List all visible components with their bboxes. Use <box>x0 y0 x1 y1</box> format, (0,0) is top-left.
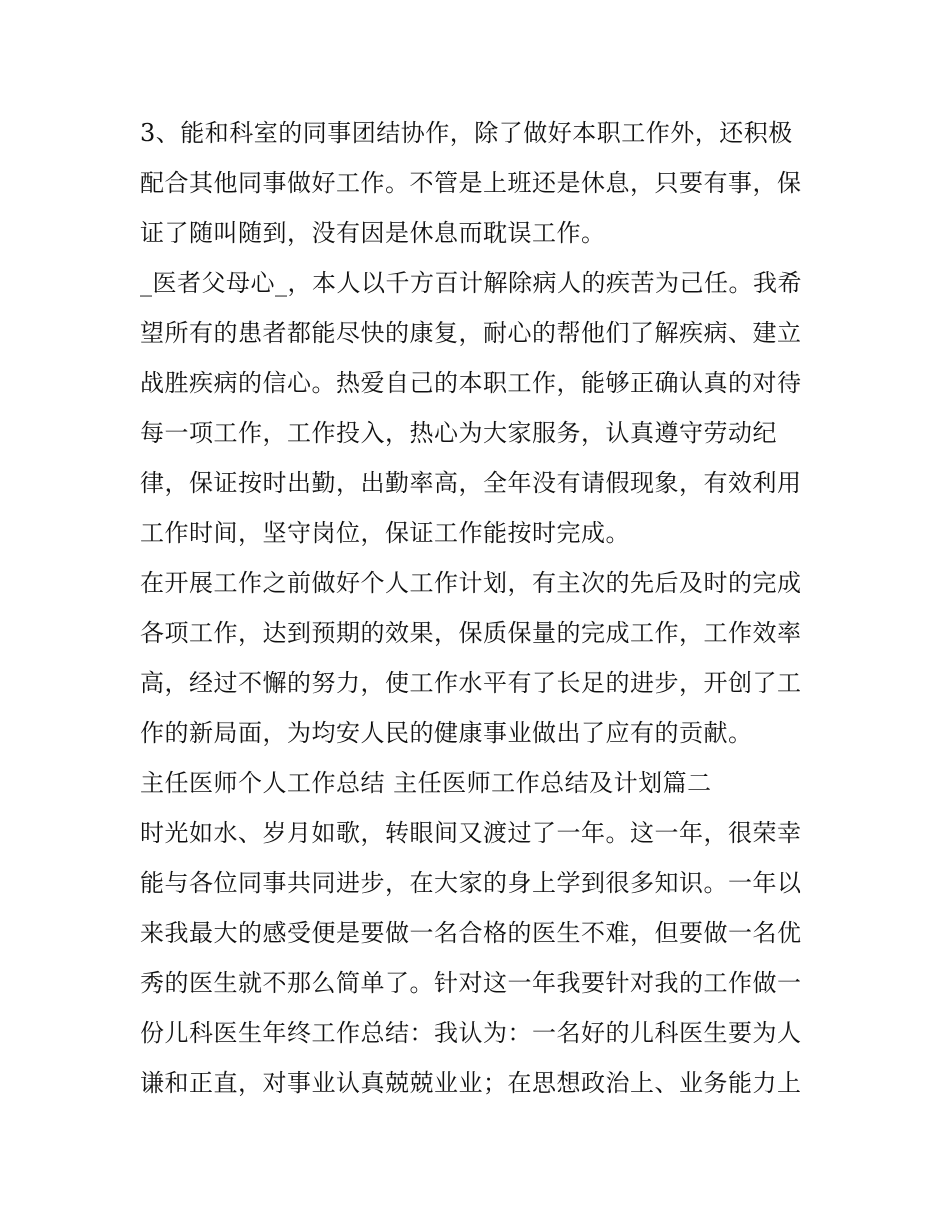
text-line: 能与各位同事共同进步，在大家的身上学到很多知识。一年以 <box>140 869 802 897</box>
text-line: 作的新局面，为均安人民的健康事业做出了应有的贡献。 <box>140 719 753 747</box>
text-line: 工作时间，坚守岗位，保证工作能按时完成。 <box>140 519 630 547</box>
text-line: _医者父母心_，本人以千方百计解除病人的疾苦为己任。我希 <box>140 269 802 297</box>
text-line: 在开展工作之前做好个人工作计划，有主次的先后及时的完成 <box>140 569 802 597</box>
text-line: 秀的医生就不那么简单了。针对这一年我要针对我的工作做一 <box>140 969 802 997</box>
text-line: 时光如水、岁月如歌，转眼间又渡过了一年。这一年，很荣幸 <box>140 819 802 847</box>
text-line: 3、能和科室的同事团结协作，除了做好本职工作外，还积极 <box>140 119 793 147</box>
section-heading: 主任医师个人工作总结 主任医师工作总结及计划篇二 <box>140 769 712 797</box>
text-line: 配合其他同事做好工作。不管是上班还是休息，只要有事，保 <box>140 169 802 197</box>
text-line: 战胜疾病的信心。热爱自己的本职工作，能够正确认真的对待 <box>140 369 802 397</box>
text-line: 来我最大的感受便是要做一名合格的医生不难，但要做一名优 <box>140 919 802 947</box>
text-line: 各项工作，达到预期的效果，保质保量的完成工作，工作效率 <box>140 619 802 647</box>
text-line: 份儿科医生年终工作总结：我认为：一名好的儿科医生要为人 <box>140 1019 802 1047</box>
text-line: 谦和正直，对事业认真兢兢业业；在思想政治上、业务能力上 <box>140 1069 802 1097</box>
text-line: 每一项工作，工作投入，热心为大家服务，认真遵守劳动纪 <box>140 419 777 447</box>
text-line: 望所有的患者都能尽快的康复，耐心的帮他们了解疾病、建立 <box>140 319 802 347</box>
text-line: 高，经过不懈的努力，使工作水平有了长足的进步，开创了工 <box>140 669 802 697</box>
document-body <box>140 108 820 1108</box>
text-line: 律，保证按时出勤，出勤率高，全年没有请假现象，有效利用 <box>140 469 802 497</box>
text-line: 证了随叫随到，没有因是休息而耽误工作。 <box>140 219 606 247</box>
